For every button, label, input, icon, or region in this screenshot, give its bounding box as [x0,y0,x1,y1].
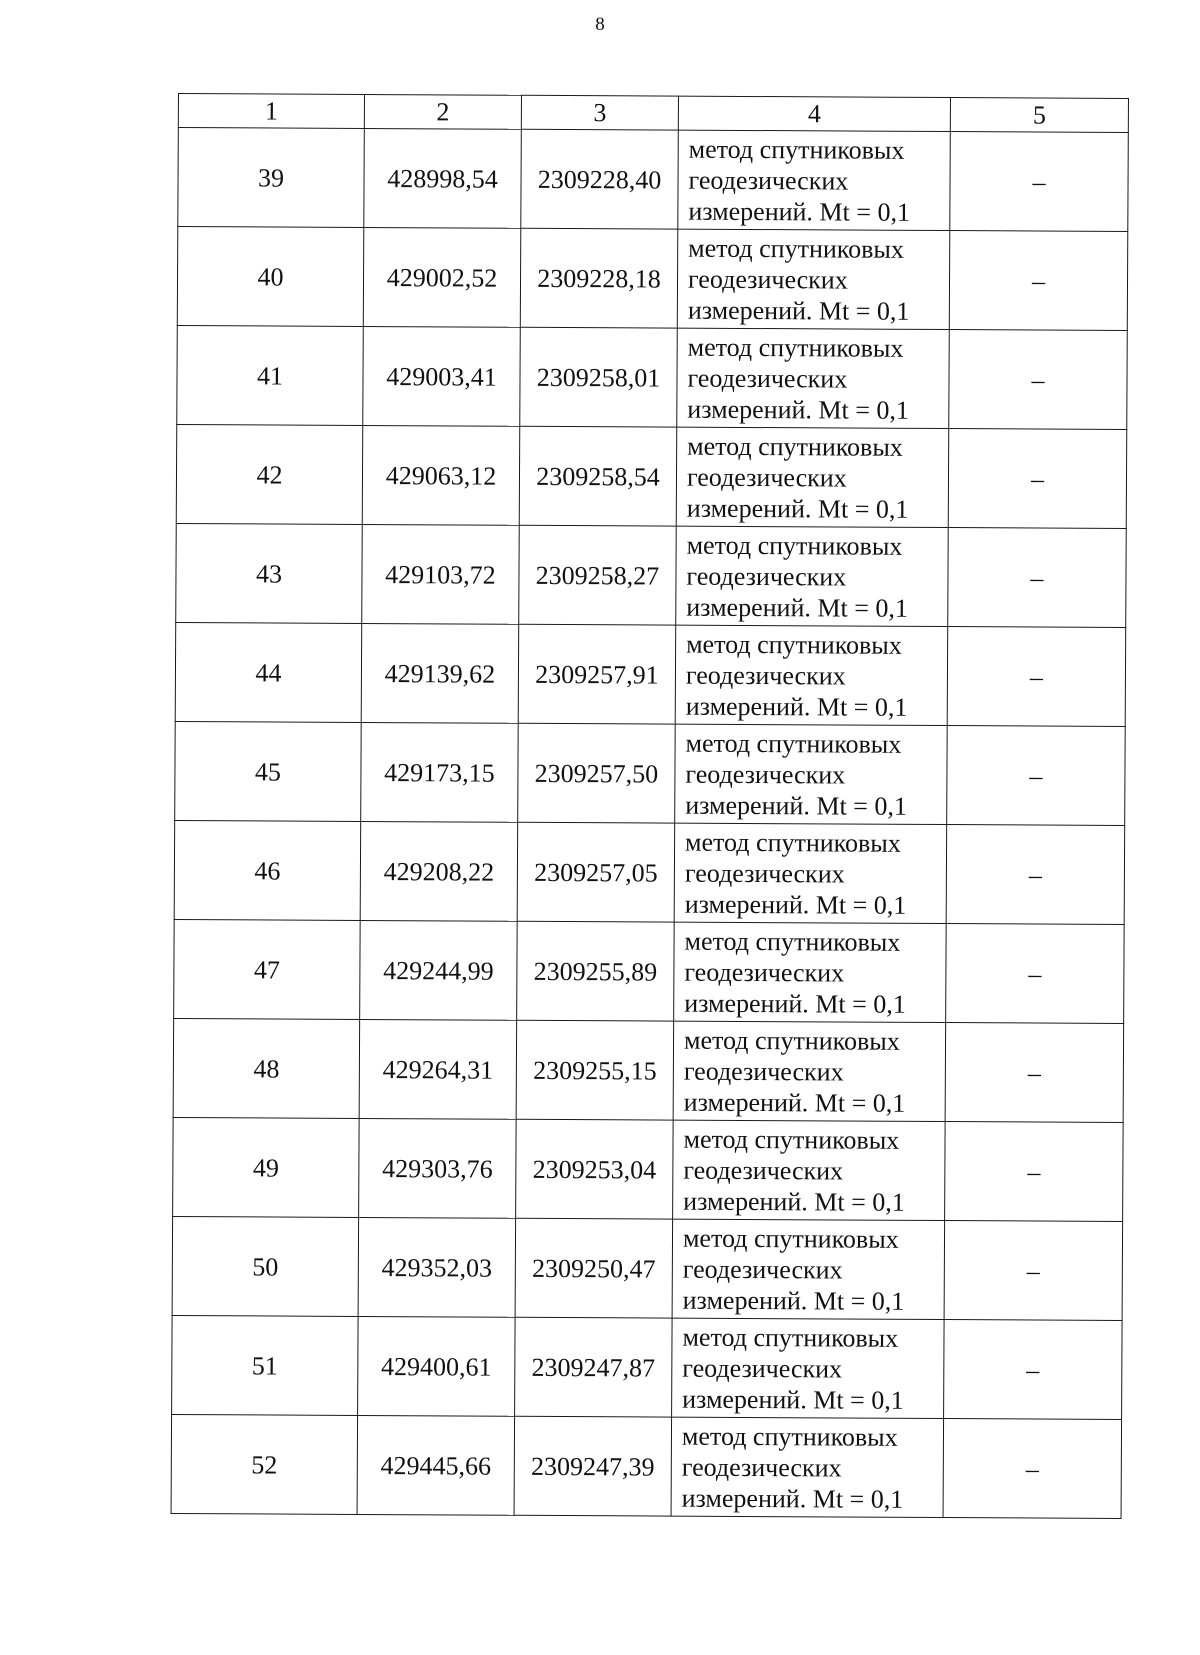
point-number-cell: 40 [177,227,364,327]
method-cell [677,229,950,329]
method-line: измерений. Mt = 0,1 [682,1384,904,1415]
note-cell: – [945,1122,1124,1222]
x-coordinate-cell: 429445,66 [357,1415,515,1515]
method-line: метод спутниковых [683,1124,900,1155]
note-cell: – [947,726,1126,826]
table-row [174,919,1125,1023]
method-line: измерений. Mt = 0,1 [685,691,908,722]
method-cell [674,823,947,923]
method-cell [676,427,949,527]
x-coordinate-cell: 429063,12 [362,425,520,525]
table-row [176,424,1127,528]
method-line: метод спутниковых [688,134,905,165]
method-line: измерений. Mt = 0,1 [687,295,910,326]
method-cell [675,724,948,824]
method-line: геодезических [684,957,845,987]
x-coordinate-cell: 429173,15 [361,722,519,822]
method-line: геодезических [687,363,848,394]
page-number: 8 [595,14,605,35]
method-line: геодезических [684,858,845,889]
x-coordinate-cell: 429264,31 [359,1019,517,1119]
x-coordinate-cell: 429103,72 [362,524,520,624]
point-number-cell: 51 [172,1315,359,1415]
method-line: геодезических [687,264,848,295]
note-cell: – [946,924,1125,1024]
method-line: измерений. Mt = 0,1 [685,790,907,821]
method-line: метод спутниковых [686,530,903,561]
point-number-cell: 49 [173,1117,360,1217]
column-header-4: 4 [678,96,950,131]
method-line: измерений. Mt = 0,1 [684,889,907,920]
point-number-cell: 39 [178,128,365,228]
y-coordinate-cell: 2309258,54 [519,426,677,526]
column-header-5: 5 [950,98,1128,133]
point-number-cell: 41 [177,325,364,425]
x-coordinate-cell: 429303,76 [359,1118,517,1218]
table-row [172,1315,1123,1419]
y-coordinate-cell: 2309247,87 [515,1317,673,1417]
point-number-cell: 48 [173,1018,360,1118]
point-number-cell: 52 [171,1414,358,1514]
method-line: метод спутниковых [687,332,904,363]
method-line: геодезических [686,462,847,493]
point-number-cell: 44 [175,622,362,722]
method-line: геодезических [686,561,847,592]
table-row [173,1117,1124,1221]
column-header-2: 2 [364,94,521,129]
method-line: измерений. Mt = 0,1 [681,1483,904,1514]
method-cell [672,1219,945,1319]
point-number-cell: 43 [176,523,363,623]
table-row [173,1018,1124,1122]
note-cell: – [947,627,1126,727]
point-number-cell: 50 [172,1216,359,1316]
method-cell [674,922,947,1022]
point-number-cell: 47 [174,919,361,1019]
method-line: измерений. Mt = 0,1 [686,493,909,524]
y-coordinate-cell: 2309247,39 [514,1416,672,1516]
note-cell: – [943,1419,1122,1519]
method-line: измерений. Mt = 0,1 [683,1087,906,1118]
method-line: метод спутниковых [681,1421,898,1452]
method-line: геодезических [685,759,846,790]
note-cell: – [944,1320,1123,1420]
method-line: метод спутниковых [685,728,902,759]
x-coordinate-cell: 429244,99 [360,920,518,1020]
method-line: метод спутниковых [686,629,902,660]
note-cell: – [950,132,1129,232]
method-line: измерений. Mt = 0,1 [682,1285,905,1316]
coordinates-table-body [171,94,1128,1519]
y-coordinate-cell: 2309255,89 [517,921,675,1021]
method-line: измерений. Mt = 0,1 [686,592,908,623]
method-line: геодезических [683,1056,844,1086]
x-coordinate-cell: 429002,52 [363,227,521,327]
y-coordinate-cell: 2309253,04 [516,1119,674,1219]
point-number-cell: 45 [175,721,362,821]
method-line: геодезических [681,1452,842,1482]
method-line: геодезических [688,165,849,196]
column-header-3: 3 [521,95,678,130]
method-line: измерений. Mt = 0,1 [687,394,910,425]
table-header-row [178,94,1128,133]
point-number-cell: 46 [174,820,361,920]
method-cell [673,1120,946,1220]
x-coordinate-cell: 429208,22 [360,821,518,921]
method-cell [672,1318,945,1418]
method-line: метод спутниковых [682,1223,899,1254]
y-coordinate-cell: 2309250,47 [515,1218,673,1318]
method-cell [678,130,951,230]
table-row [178,128,1129,232]
point-number-cell: 42 [176,424,363,524]
method-line: метод спутниковых [682,1322,899,1353]
method-cell [671,1417,944,1517]
method-line: метод спутниковых [685,827,901,858]
x-coordinate-cell: 428998,54 [364,128,522,228]
method-cell [675,625,948,725]
x-coordinate-cell: 429400,61 [358,1316,516,1416]
x-coordinate-cell: 429003,41 [363,326,521,426]
table-row [174,820,1125,924]
note-cell: – [948,528,1127,628]
method-line: измерений. Mt = 0,1 [684,988,906,1019]
x-coordinate-cell: 429139,62 [361,623,519,723]
table-row [175,622,1126,726]
y-coordinate-cell: 2309228,18 [520,228,678,328]
x-coordinate-cell: 429352,03 [358,1217,516,1317]
method-line: метод спутниковых [683,1025,900,1056]
note-cell: – [948,429,1127,529]
method-line: метод спутниковых [687,431,903,462]
method-line: геодезических [682,1353,843,1383]
method-cell [673,1021,946,1121]
note-cell: – [944,1221,1123,1321]
table-row [177,227,1128,331]
table-row [176,523,1127,627]
method-line: геодезических [683,1155,844,1185]
y-coordinate-cell: 2309258,27 [519,525,677,625]
table-row [175,721,1126,825]
method-line: измерений. Mt = 0,1 [688,196,911,227]
method-line: метод спутниковых [684,926,901,957]
coordinates-table [171,93,1129,1519]
y-coordinate-cell: 2309228,40 [521,129,679,229]
method-line: измерений. Mt = 0,1 [683,1186,905,1217]
table-row [177,325,1128,429]
note-cell: – [949,231,1128,331]
y-coordinate-cell: 2309258,01 [520,327,678,427]
y-coordinate-cell: 2309257,50 [518,723,676,823]
method-line: геодезических [685,660,846,691]
note-cell: – [949,330,1128,430]
y-coordinate-cell: 2309257,05 [517,822,675,922]
y-coordinate-cell: 2309257,91 [518,624,676,724]
column-header-1: 1 [178,94,364,129]
method-line: геодезических [682,1254,843,1284]
method-line: метод спутниковых [688,233,904,264]
note-cell: – [945,1023,1124,1123]
note-cell: – [946,825,1125,925]
table-row [172,1216,1123,1320]
method-cell [676,526,949,626]
y-coordinate-cell: 2309255,15 [516,1020,674,1120]
method-cell [677,328,950,428]
table-row [171,1414,1122,1518]
